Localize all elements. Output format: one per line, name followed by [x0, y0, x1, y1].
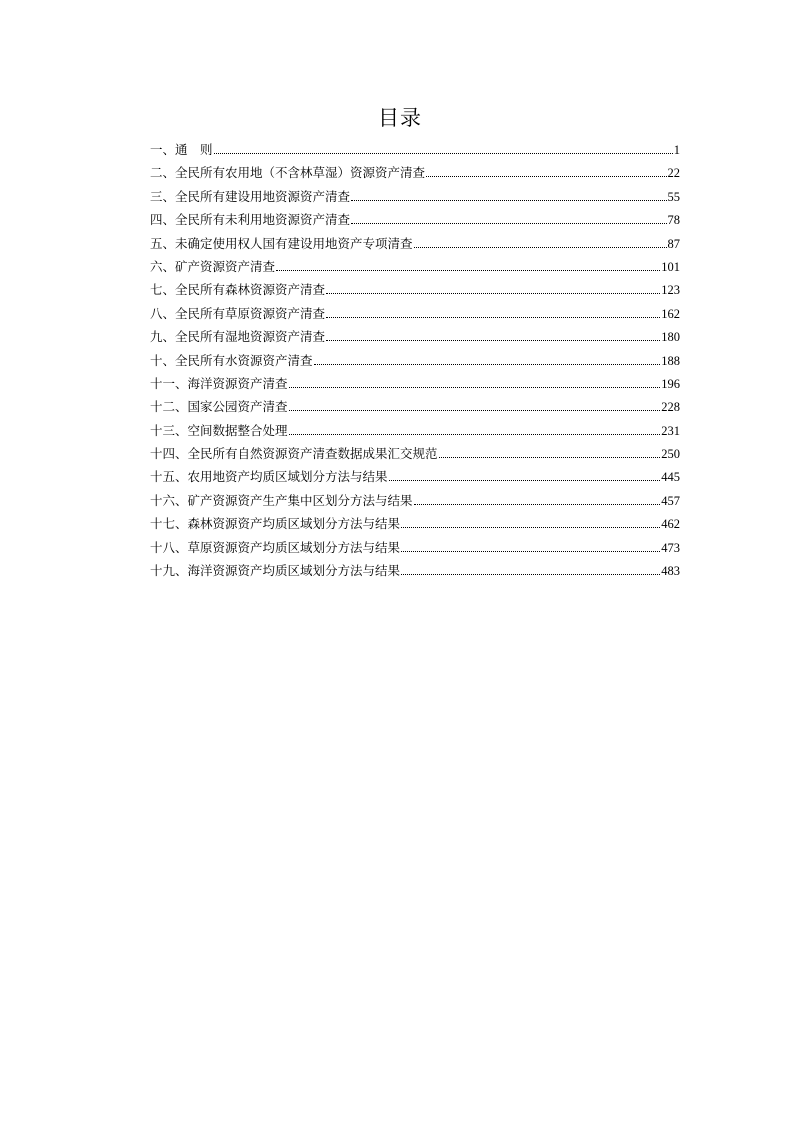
toc-leader-dots [214, 153, 673, 154]
toc-leader-dots [276, 270, 660, 271]
toc-leader-dots [289, 434, 661, 435]
toc-entry-page: 162 [661, 306, 680, 321]
toc-entry-page: 250 [661, 447, 680, 462]
toc-leader-dots [351, 223, 666, 224]
toc-entry[interactable] [150, 489, 680, 512]
toc-leader-dots [289, 410, 661, 411]
toc-entry-label: 六、矿产资源资产清查 [150, 258, 276, 274]
toc-entry-label: 二、全民所有农用地（不含林草湿）资源资产清查 [150, 165, 426, 181]
toc-entry-label: 十三、空间数据整合处理 [150, 422, 288, 438]
toc-title: 目录 [378, 106, 422, 130]
toc-entry[interactable] [150, 185, 680, 208]
toc-entry-label: 十七、森林资源资产均质区域划分方法与结果 [150, 516, 401, 532]
toc-entry-page: 1 [673, 143, 680, 157]
toc-leader-dots [351, 200, 666, 201]
toc-entry-label: 四、全民所有未利用地资源资产清查 [150, 212, 351, 228]
toc-entry-label: 八、全民所有草原资源资产清查 [150, 305, 326, 321]
toc-entry[interactable] [150, 372, 680, 395]
toc-entry-label: 七、全民所有森林资源资产清查 [150, 282, 326, 298]
toc-entry[interactable] [150, 302, 680, 325]
toc-entry-page: 180 [661, 330, 680, 345]
toc-leader-dots [439, 457, 661, 458]
toc-entry[interactable] [150, 278, 680, 301]
toc-entry-label: 五、未确定使用权人国有建设用地资产专项清查 [150, 235, 413, 251]
toc-entry-page: 228 [661, 400, 680, 415]
toc-leader-dots [314, 364, 661, 365]
toc-entry[interactable] [150, 349, 680, 372]
toc-entry-label: 十一、海洋资源资产清查 [150, 375, 288, 391]
toc-leader-dots [401, 527, 660, 528]
toc-entry-page: 22 [667, 166, 680, 181]
toc-entry-page: 55 [667, 189, 680, 204]
toc-leader-dots [326, 293, 660, 294]
toc-list [150, 138, 680, 582]
toc-leader-dots [414, 504, 661, 505]
toc-entry[interactable] [150, 512, 680, 535]
toc-leader-dots [414, 247, 667, 248]
toc-entry-page: 188 [661, 353, 680, 368]
toc-entry-label: 十六、矿产资源资产生产集中区划分方法与结果 [150, 492, 413, 508]
toc-leader-dots [401, 551, 660, 552]
toc-entry-label: 十九、海洋资源资产均质区域划分方法与结果 [150, 563, 401, 579]
toc-entry-page: 462 [661, 517, 680, 532]
toc-entry[interactable] [150, 395, 680, 418]
toc-entry[interactable] [150, 465, 680, 488]
toc-entry-label: 三、全民所有建设用地资源资产清查 [150, 188, 351, 204]
toc-entry[interactable] [150, 536, 680, 559]
toc-leader-dots [389, 480, 661, 481]
toc-entry-label: 十八、草原资源资产均质区域划分方法与结果 [150, 539, 401, 555]
toc-entry-label: 十、全民所有水资源资产清查 [150, 352, 313, 368]
toc-entry[interactable] [150, 138, 680, 161]
toc-entry-page: 483 [661, 564, 680, 579]
toc-entry[interactable] [150, 442, 680, 465]
toc-entry[interactable] [150, 232, 680, 255]
toc-leader-dots [326, 317, 660, 318]
toc-entry-page: 123 [661, 283, 680, 298]
toc-entry-page: 78 [667, 213, 680, 228]
toc-entry-page: 445 [661, 470, 680, 485]
toc-entry[interactable] [150, 419, 680, 442]
toc-leader-dots [426, 176, 666, 177]
toc-leader-dots [401, 574, 660, 575]
toc-entry-label: 十五、农用地资产均质区域划分方法与结果 [150, 469, 388, 485]
toc-entry-page: 101 [661, 259, 680, 274]
toc-entry-label: 九、全民所有湿地资源资产清查 [150, 329, 326, 345]
toc-entry-label: 一、通 则 [150, 142, 213, 157]
toc-entry-page: 231 [661, 423, 680, 438]
toc-entry[interactable] [150, 325, 680, 348]
toc-entry-page: 196 [661, 376, 680, 391]
toc-leader-dots [289, 387, 661, 388]
toc-leader-dots [326, 340, 660, 341]
toc-entry-label: 十二、国家公园资产清查 [150, 399, 288, 415]
toc-entry[interactable] [150, 161, 680, 184]
toc-entry[interactable] [150, 255, 680, 278]
toc-entry[interactable] [150, 208, 680, 231]
toc-entry-page: 473 [661, 540, 680, 555]
toc-entry[interactable] [150, 559, 680, 582]
toc-entry-label: 十四、全民所有自然资源资产清查数据成果汇交规范 [150, 446, 438, 462]
toc-entry-page: 87 [667, 236, 680, 251]
toc-entry-page: 457 [661, 493, 680, 508]
